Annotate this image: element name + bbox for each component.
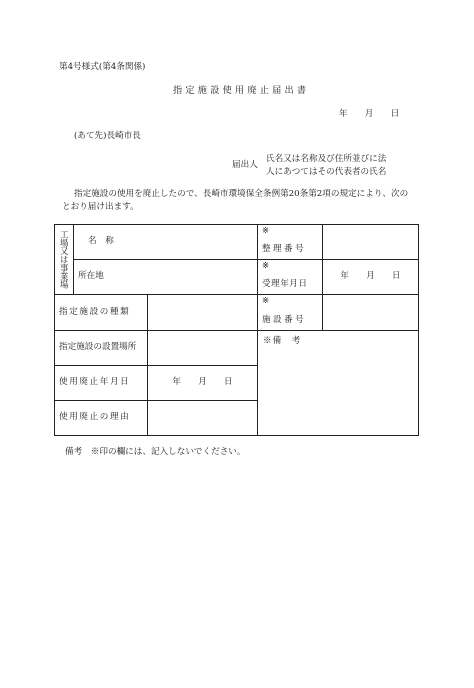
address-field[interactable] bbox=[74, 260, 258, 295]
discontinue-date-value: 年 月 日 bbox=[172, 377, 233, 388]
received-date-mark: ※ bbox=[262, 261, 270, 271]
reason-label: 使用廃止の理由 bbox=[59, 412, 131, 423]
body-text-line2: とおり届け出ます。 bbox=[62, 202, 139, 212]
location-field[interactable] bbox=[148, 331, 258, 366]
discontinue-date-label: 使用廃止年月日 bbox=[59, 377, 131, 388]
facility-number-label-cell bbox=[258, 295, 323, 331]
remarks-field[interactable] bbox=[258, 331, 419, 436]
addressee: (あて先)長崎市長 bbox=[74, 131, 141, 141]
notifier-label: 届出人 bbox=[232, 160, 258, 170]
ref-number-field[interactable] bbox=[323, 225, 419, 260]
body-text-line1: 指定施設の使用を廃止したので、長崎市環境保全条例第20条第2項の規定により、次の bbox=[74, 189, 409, 199]
received-date-label: 受理年月日 bbox=[262, 279, 308, 290]
ref-number-mark: ※ bbox=[262, 226, 270, 236]
facility-type-label: 指定施設の種類 bbox=[59, 306, 131, 317]
notifier-description-line1: 氏名又は名称及び住所並びに法 bbox=[266, 154, 387, 164]
ref-number-label: 整理番号 bbox=[262, 244, 306, 255]
submission-date: 年 月 日 bbox=[339, 109, 400, 119]
discontinue-date-field[interactable] bbox=[148, 366, 258, 401]
notification-form-table bbox=[54, 224, 419, 436]
facility-type-label-cell bbox=[55, 295, 148, 331]
reason-field[interactable] bbox=[148, 401, 258, 436]
name-field[interactable] bbox=[74, 225, 258, 260]
received-date-label-cell bbox=[258, 260, 323, 295]
notifier-description-line2: 人にあつてはその代表者の氏名 bbox=[266, 167, 387, 177]
form-number: 第4号様式(第4条関係) bbox=[59, 62, 146, 72]
remarks-label: ※備 考 bbox=[263, 336, 302, 346]
factory-label-cell bbox=[55, 225, 74, 295]
reason-label-cell bbox=[55, 401, 148, 436]
facility-number-mark: ※ bbox=[262, 296, 270, 306]
facility-type-field[interactable] bbox=[148, 295, 258, 331]
factory-label: 工場又は事業場 bbox=[59, 230, 70, 289]
location-label-cell bbox=[55, 331, 148, 366]
document-title: 指定施設使用廃止届出書 bbox=[173, 85, 310, 96]
received-date-value: 年 月 日 bbox=[340, 271, 401, 282]
name-label: 名 称 bbox=[88, 236, 114, 247]
address-label: 所在地 bbox=[78, 271, 104, 282]
location-label: 指定施設の設置場所 bbox=[59, 342, 137, 353]
facility-number-field[interactable] bbox=[323, 295, 419, 331]
ref-number-label-cell bbox=[258, 225, 323, 260]
facility-number-label: 施設番号 bbox=[262, 315, 306, 326]
footnote: 備考 ※印の欄には、記入しないでください。 bbox=[65, 447, 246, 457]
discontinue-date-label-cell bbox=[55, 366, 148, 401]
received-date-field[interactable] bbox=[323, 260, 419, 295]
